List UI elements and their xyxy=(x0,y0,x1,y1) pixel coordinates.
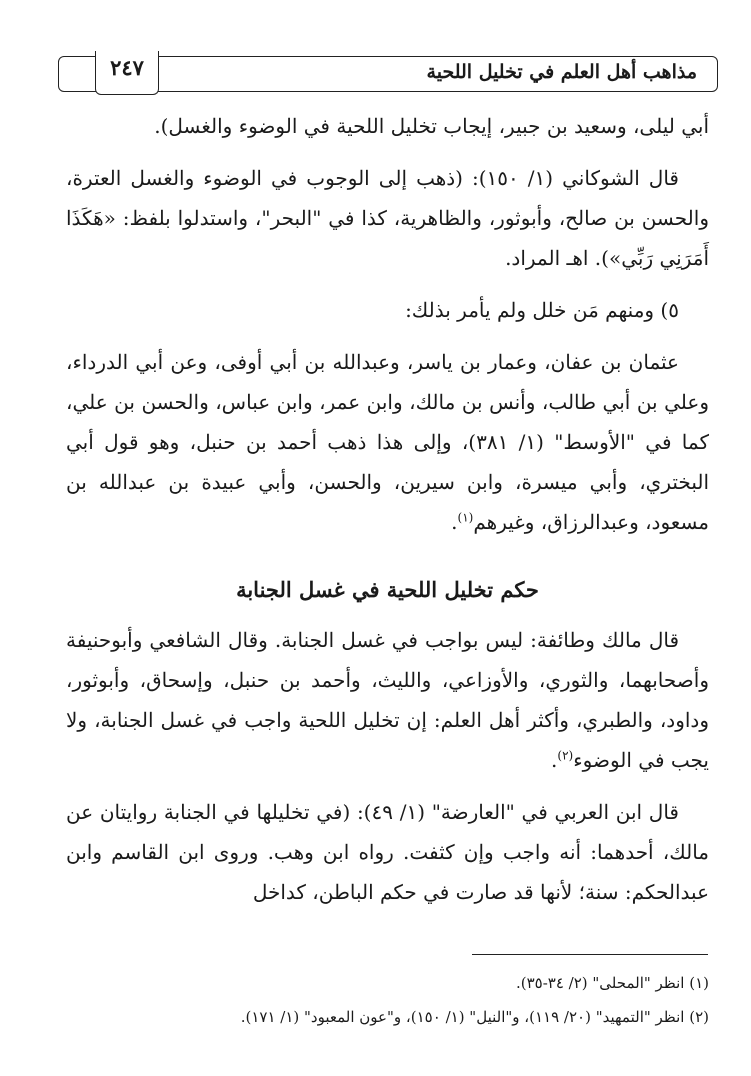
paragraph-1: أبي ليلى، وسعيد بن جبير، إيجاب تخليل اللحية في الوضوء والغسل). xyxy=(154,114,709,138)
footnote-1: (١) انظر "المحلى" (٢/ ٣٤-٣٥). xyxy=(515,974,709,992)
paragraph-3-end: . xyxy=(451,510,458,534)
footnote-ref-1[interactable]: (١) xyxy=(457,510,474,525)
footnote-ref-2[interactable]: (٢) xyxy=(557,748,574,763)
footnote-2: (٢) انظر "التمهيد" (٢٠/ ١١٩)، و"النيل" (١/ ١٥٠)، و"عون المعبود" (١/ ١٧١). xyxy=(240,1008,709,1026)
page-number-tab xyxy=(95,51,159,95)
section-heading: حكم تخليل اللحية في غسل الجنابة xyxy=(236,577,539,602)
header-title: مذاهب أهل العلم في تخليل اللحية xyxy=(426,61,697,83)
paragraph-3 xyxy=(66,342,709,542)
paragraph-4-end: . xyxy=(551,748,558,772)
list-item-5: ٥) ومنهم مَن خلل ولم يأمر بذلك: xyxy=(405,298,679,322)
footnote-divider xyxy=(472,954,708,955)
paragraph-2: قال الشوكاني (١/ ١٥٠): (ذهب إلى الوجوب في الوضوء والغسل العترة، والحسن بن صالح، وأبوثور، والظاهرية، كذا في "البحر"، واستدلوا بلفظ: «هَكَذَا أَمَرَنِي رَبِّي»). اهـ المراد. xyxy=(66,166,709,270)
paragraph-3-text: عثمان بن عفان، وعمار بن ياسر، وعبدالله بن أبي أوفى، وعن أبي الدرداء، وعلي بن أبي طالب، وأنس بن مالك، وابن عمر، وابن عباس، والحسن بن علي، كما في "الأوسط" (١/ ٣٨١)، وإلى هذا ذهب أحمد بن حنبل، وهو قول أبي البختري، وأبي ميسرة، وابن سيرين، والحسن، وأبي عبيدة بن عبدالله بن مسعود، وعبدالرزاق، وغيرهم xyxy=(66,350,709,534)
page-body xyxy=(66,106,709,912)
paragraph-4 xyxy=(66,620,709,780)
page-number: ٢٤٧ xyxy=(110,55,144,80)
footnotes xyxy=(66,966,709,1034)
paragraph-5: قال ابن العربي في "العارضة" (١/ ٤٩): (في تخليلها في الجنابة روايتان عن مالك، أحدهما: أنه واجب وإن كثفت. رواه ابن وهب. وروى ابن القاسم وابن عبدالحكم: سنة؛ لأنها قد صارت في حكم الباطن، كداخل xyxy=(66,800,709,904)
running-header xyxy=(58,56,718,92)
paragraph-4-text: قال مالك وطائفة: ليس بواجب في غسل الجنابة. وقال الشافعي وأبوحنيفة وأصحابهما، والثوري، والأوزاعي، والليث، وأحمد بن حنبل، وإسحاق، وأبوثور، وداود، والطبري، وأكثر أهل العلم: إن تخليل اللحية واجب في غسل الجنابة، ولا يجب في الوضوء xyxy=(66,628,709,772)
